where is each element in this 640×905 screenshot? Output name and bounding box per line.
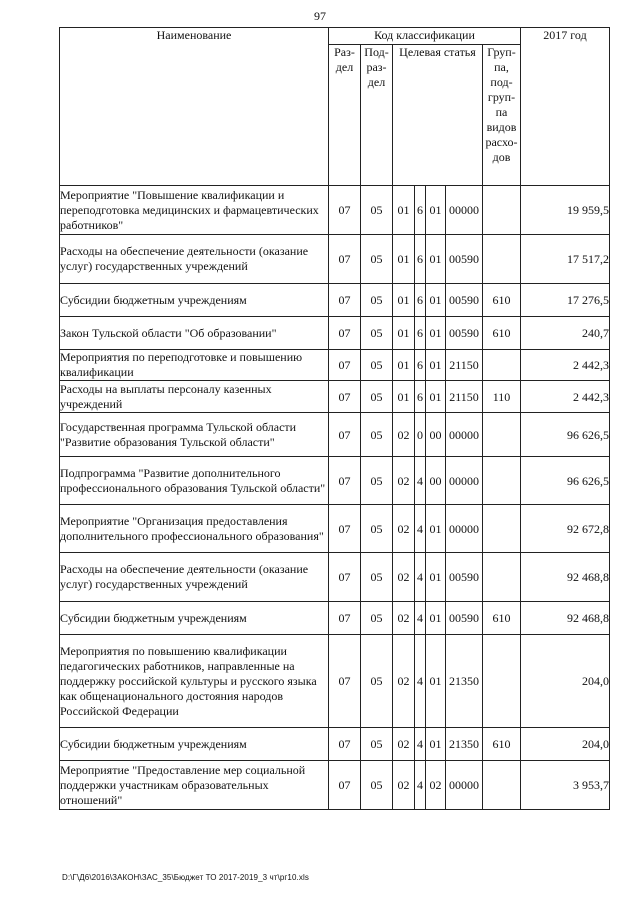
- row-expense-group: [483, 761, 521, 810]
- file-path-footer: D:\Г\Д6\2016\ЗАКОН\ЗАС_35\Бюджет ТО 2017-2019_3 чт\рг10.xls: [62, 873, 309, 882]
- row-subsection: 05: [361, 413, 393, 457]
- row-target-part-2: 4: [415, 457, 426, 505]
- row-target-part-4: 00590: [446, 235, 483, 284]
- row-target-part-4: 00000: [446, 505, 483, 553]
- row-target-part-4: 21350: [446, 635, 483, 728]
- row-target-part-1: 01: [393, 284, 415, 317]
- row-amount: 2 442,3: [521, 350, 610, 381]
- row-target-part-2: 4: [415, 635, 426, 728]
- table-row: [60, 381, 610, 413]
- row-section: 07: [329, 284, 361, 317]
- page-number: 97: [314, 9, 326, 23]
- row-name: Расходы на выплаты персоналу казенных учреждений: [60, 381, 329, 413]
- row-target-part-4: 00000: [446, 457, 483, 505]
- row-section: 07: [329, 381, 361, 413]
- row-amount: 204,0: [521, 728, 610, 761]
- row-target-part-1: 02: [393, 761, 415, 810]
- row-target-part-2: 6: [415, 317, 426, 350]
- row-subsection: 05: [361, 635, 393, 728]
- row-subsection: 05: [361, 350, 393, 381]
- table-row: [60, 350, 610, 381]
- row-expense-group: 110: [483, 381, 521, 413]
- row-section: 07: [329, 457, 361, 505]
- row-amount: 3 953,7: [521, 761, 610, 810]
- row-target-part-1: 01: [393, 381, 415, 413]
- row-amount: 19 959,5: [521, 186, 610, 235]
- row-expense-group: 610: [483, 728, 521, 761]
- header-subsection: Под- раз- дел: [361, 45, 393, 186]
- header-year: 2017 год: [521, 28, 610, 186]
- row-subsection: 05: [361, 381, 393, 413]
- table-row: [60, 186, 610, 235]
- row-target-part-1: 02: [393, 602, 415, 635]
- row-name: Субсидии бюджетным учреждениям: [60, 284, 329, 317]
- row-expense-group: 610: [483, 284, 521, 317]
- row-name: Мероприятие "Повышение квалификации и переподготовка медицинских и фармацевтических работников": [60, 186, 329, 235]
- row-section: 07: [329, 602, 361, 635]
- row-target-part-4: 21150: [446, 381, 483, 413]
- table-row: [60, 761, 610, 810]
- row-target-part-2: 6: [415, 381, 426, 413]
- row-target-part-4: 21350: [446, 728, 483, 761]
- header-target-article: Целевая статья: [393, 45, 483, 186]
- row-target-part-4: 00590: [446, 602, 483, 635]
- table-row: [60, 284, 610, 317]
- row-target-part-3: 01: [426, 235, 446, 284]
- row-amount: 2 442,3: [521, 381, 610, 413]
- row-target-part-3: 02: [426, 761, 446, 810]
- row-expense-group: [483, 505, 521, 553]
- row-subsection: 05: [361, 728, 393, 761]
- row-subsection: 05: [361, 235, 393, 284]
- table-row: [60, 505, 610, 553]
- row-section: 07: [329, 186, 361, 235]
- row-amount: 17 517,2: [521, 235, 610, 284]
- row-subsection: 05: [361, 505, 393, 553]
- row-target-part-3: 00: [426, 413, 446, 457]
- row-expense-group: [483, 553, 521, 602]
- header-expense-group: Груп- па, под- груп- па видов расхо- дов: [483, 45, 521, 186]
- row-target-part-3: 01: [426, 602, 446, 635]
- row-amount: 96 626,5: [521, 457, 610, 505]
- row-section: 07: [329, 235, 361, 284]
- row-subsection: 05: [361, 602, 393, 635]
- table-row: [60, 235, 610, 284]
- row-expense-group: [483, 235, 521, 284]
- row-target-part-3: 01: [426, 186, 446, 235]
- row-subsection: 05: [361, 553, 393, 602]
- row-amount: 240,7: [521, 317, 610, 350]
- table-row: [60, 728, 610, 761]
- row-target-part-3: 01: [426, 317, 446, 350]
- row-target-part-4: 00000: [446, 413, 483, 457]
- row-target-part-1: 01: [393, 350, 415, 381]
- row-expense-group: [483, 457, 521, 505]
- row-name: Государственная программа Тульской области "Развитие образования Тульской области": [60, 413, 329, 457]
- row-amount: 17 276,5: [521, 284, 610, 317]
- row-target-part-4: 00000: [446, 761, 483, 810]
- row-target-part-2: 6: [415, 235, 426, 284]
- row-target-part-2: 4: [415, 505, 426, 553]
- row-target-part-2: 4: [415, 553, 426, 602]
- row-target-part-3: 01: [426, 553, 446, 602]
- row-name: Закон Тульской области "Об образовании": [60, 317, 329, 350]
- row-target-part-3: 01: [426, 284, 446, 317]
- row-target-part-1: 02: [393, 635, 415, 728]
- row-target-part-4: 00000: [446, 186, 483, 235]
- row-target-part-2: 6: [415, 350, 426, 381]
- header-classification-code: Код классификации: [329, 28, 521, 45]
- row-name: Мероприятия по повышению квалификации педагогических работников, направленные на поддержку российской культуры и русского языка как общенационального достояния народов Российской Федерации: [60, 635, 329, 728]
- row-name: Мероприятия по переподготовке и повышению квалификации: [60, 350, 329, 381]
- row-target-part-4: 21150: [446, 350, 483, 381]
- row-section: 07: [329, 635, 361, 728]
- row-target-part-4: 00590: [446, 553, 483, 602]
- row-target-part-1: 02: [393, 728, 415, 761]
- row-section: 07: [329, 413, 361, 457]
- row-expense-group: 610: [483, 317, 521, 350]
- row-expense-group: 610: [483, 602, 521, 635]
- table-body: [60, 186, 610, 810]
- table-row: [60, 317, 610, 350]
- row-name: Субсидии бюджетным учреждениям: [60, 728, 329, 761]
- row-target-part-2: 6: [415, 186, 426, 235]
- row-target-part-1: 02: [393, 413, 415, 457]
- row-name: Расходы на обеспечение деятельности (оказание услуг) государственных учреждений: [60, 553, 329, 602]
- row-target-part-2: 4: [415, 728, 426, 761]
- row-section: 07: [329, 728, 361, 761]
- row-target-part-1: 02: [393, 553, 415, 602]
- row-subsection: 05: [361, 186, 393, 235]
- row-expense-group: [483, 350, 521, 381]
- row-target-part-3: 01: [426, 350, 446, 381]
- row-section: 07: [329, 350, 361, 381]
- budget-table: [59, 27, 610, 810]
- row-expense-group: [483, 186, 521, 235]
- row-amount: 92 468,8: [521, 553, 610, 602]
- row-name: Мероприятие "Организация предоставления дополнительного профессионального образования": [60, 505, 329, 553]
- row-subsection: 05: [361, 761, 393, 810]
- row-name: Подпрограмма "Развитие дополнительного профессионального образования Тульской области": [60, 457, 329, 505]
- table-row: [60, 457, 610, 505]
- row-name: Расходы на обеспечение деятельности (оказание услуг) государственных учреждений: [60, 235, 329, 284]
- row-target-part-3: 00: [426, 457, 446, 505]
- row-target-part-3: 01: [426, 635, 446, 728]
- row-section: 07: [329, 505, 361, 553]
- row-target-part-3: 01: [426, 728, 446, 761]
- row-subsection: 05: [361, 284, 393, 317]
- row-name: Мероприятие "Предоставление мер социальной поддержки участникам образовательных отношений": [60, 761, 329, 810]
- row-expense-group: [483, 413, 521, 457]
- table-row: [60, 635, 610, 728]
- row-name: Субсидии бюджетным учреждениям: [60, 602, 329, 635]
- row-amount: 92 672,8: [521, 505, 610, 553]
- row-amount: 96 626,5: [521, 413, 610, 457]
- row-amount: 204,0: [521, 635, 610, 728]
- row-target-part-1: 02: [393, 505, 415, 553]
- row-target-part-1: 01: [393, 186, 415, 235]
- row-target-part-1: 01: [393, 317, 415, 350]
- row-target-part-3: 01: [426, 505, 446, 553]
- row-section: 07: [329, 317, 361, 350]
- row-target-part-1: 02: [393, 457, 415, 505]
- table-row: [60, 413, 610, 457]
- row-target-part-2: 4: [415, 761, 426, 810]
- table-row: [60, 602, 610, 635]
- row-target-part-1: 01: [393, 235, 415, 284]
- row-target-part-2: 0: [415, 413, 426, 457]
- table-row: [60, 553, 610, 602]
- row-section: 07: [329, 761, 361, 810]
- row-subsection: 05: [361, 457, 393, 505]
- header-name: Наименование: [60, 28, 329, 186]
- row-target-part-2: 6: [415, 284, 426, 317]
- row-target-part-4: 00590: [446, 317, 483, 350]
- row-target-part-3: 01: [426, 381, 446, 413]
- row-target-part-2: 4: [415, 602, 426, 635]
- row-section: 07: [329, 553, 361, 602]
- row-subsection: 05: [361, 317, 393, 350]
- row-amount: 92 468,8: [521, 602, 610, 635]
- row-expense-group: [483, 635, 521, 728]
- header-section: Раз- дел: [329, 45, 361, 186]
- row-target-part-4: 00590: [446, 284, 483, 317]
